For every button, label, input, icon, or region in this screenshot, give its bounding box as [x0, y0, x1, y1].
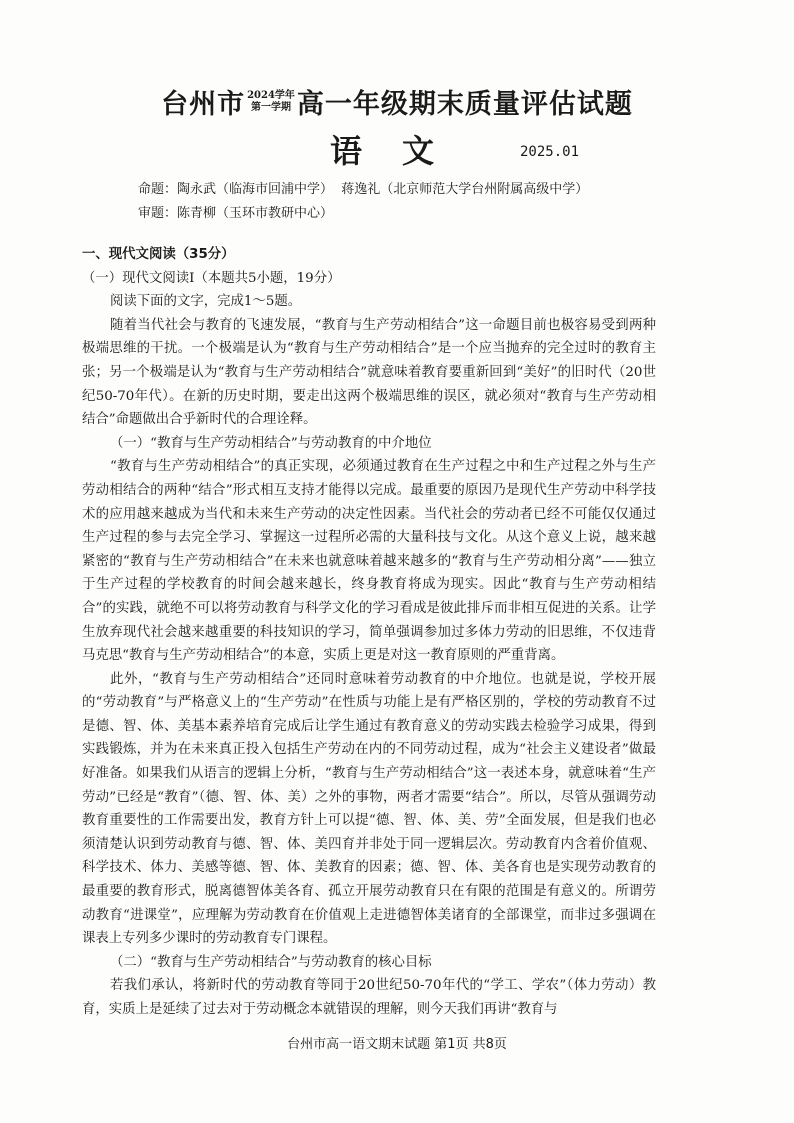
term-semester: 第一学期 — [251, 101, 291, 113]
reviewer-row — [138, 202, 588, 226]
exam-title — [0, 82, 794, 121]
title-main: 高一年级期末质量评估试题 — [296, 89, 633, 120]
subject-row — [0, 126, 794, 170]
reviewer-label: 审题： — [138, 206, 178, 221]
reading-section — [82, 243, 656, 1022]
title-city: 台州市 — [161, 89, 246, 120]
section-heading: 一、现代文阅读（35分） — [82, 247, 235, 262]
credits — [138, 178, 588, 226]
exam-date: 2025.01 — [520, 144, 580, 160]
title-line — [161, 82, 633, 121]
sub-section-heading: （一）现代文阅读Ⅰ（本题共5小题，19分） — [82, 270, 341, 286]
subject-title: 语文 — [330, 132, 475, 170]
proposers-row — [138, 178, 588, 202]
proposers: 陶永武（临海市回浦中学） 蒋逸礼（北京师范大学台州附属高级中学） — [177, 182, 589, 197]
title-term — [247, 90, 295, 114]
article-paragraph: “教育与生产劳动相结合”的真正实现，必须通过教育在生产过程之中和生产过程之外与生产劳动相结合的两种“结合”形式相互支持才能得以完成。最重要的原因乃是现代生产劳动中科学技术的应用越来越成为当代和未来生产劳动的决定性因素。当代社会的劳动者已经不可能仅仅通过生产过程的参与去完全学习、掌握这一过程所必需的大量科技与文化。从这个意义上说，越来越紧密的“教育与生产劳动相结合”在未来也就意味着越来越多的“教育与生产劳动相分离”——独立于生产过程的学校教育的时间会越来越长，终身教育将成为现实。因此“教育与生产劳动相结合”的实践，就绝不可以将劳动教育与科学文化的学习看成是彼此排斥而非相互促进的关系。让学生放弃现代社会越来越重要的科技知识的学习，简单强调参加过多体力劳动的旧思维，不仅违背马克思“教育与生产劳动相结合”的本意，实质上更是对这一教育原则的严重背离。 — [82, 459, 656, 664]
term-year: 2024学年 — [247, 89, 295, 101]
article-paragraph: 随着当代社会与教育的飞速发展，“教育与生产劳动相结合”这一命题目前也极容易受到两种极端思维的干扰。一个极端是认为“教育与生产劳动相结合”是一个应当抛弃的完全过时的教育主张；另一个极端是认为“教育与生产劳动相结合”就意味着教育要重新回到“美好”的旧时代（20世纪50-70年代）。在新的历史时期，要走出这两个极端思维的误区，就必须对“教育与生产劳动相结合”命题做出合乎新时代的合理诠释。 — [82, 317, 656, 428]
reviewer: 陈青柳（玉环市教研中心） — [177, 206, 334, 221]
page-footer: 台州市高一语文期末试题 第1页 共8页 — [287, 1037, 507, 1052]
reading-instruction: 阅读下面的文字，完成1～5题。 — [110, 294, 302, 310]
proposers-label: 命题： — [138, 182, 178, 197]
article-subheading: （一）“教育与生产劳动相结合”与劳动教育的中介地位 — [110, 435, 432, 451]
article-paragraph: 若我们承认，将新时代的劳动教育等同于20世纪50-70年代的“学工、学农”（体力劳动）教育，实质上是延续了过去对于劳动概念本就错误的理解，则今天我们再讲“教育与 — [82, 978, 656, 1017]
article-subheading: （二）“教育与生产劳动相结合”与劳动教育的核心目标 — [110, 954, 432, 970]
article-paragraph: 此外，“教育与生产劳动相结合”还同时意味着劳动教育的中介地位。也就是说，学校开展的“劳动教育”与严格意义上的“生产劳动”在性质与功能上是有严格区别的，学校的劳动教育不过是德、智、体、美基本素养培育完成后让学生通过有教育意义的劳动实践去检验学习成果，得到实践锻炼，并为在未来真正投入包括生产劳动在内的不同劳动过程，成为“社会主义建设者”做最好准备。如果我们从语言的逻辑上分析，“教育与生产劳动相结合”这一表述本身，就意味着“生产劳动”已经是“教育”（德、智、体、美）之外的事物，两者才需要“结合”。所以，尽管从强调劳动教育重要性的工作需要出发，教育方针上可以提“德、智、体、美、劳”全面发展，但是我们也必须清楚认识到劳动教育与德、智、体、美四育并非处于同一逻辑层次。劳动教育内含着价值观、科学技术、体力、美感等德、智、体、美教育的因素；德、智、体、美各育也是实现劳动教育的最重要的教育形式，脱离德智体美各育、孤立开展劳动教育只在有限的范围是有意义的。所谓劳动教育“进课堂”，应理解为劳动教育在价值观上走进德智体美诸育的全部课堂，而非过多强调在课表上专列多少课时的劳动教育专门课程。 — [82, 671, 656, 947]
